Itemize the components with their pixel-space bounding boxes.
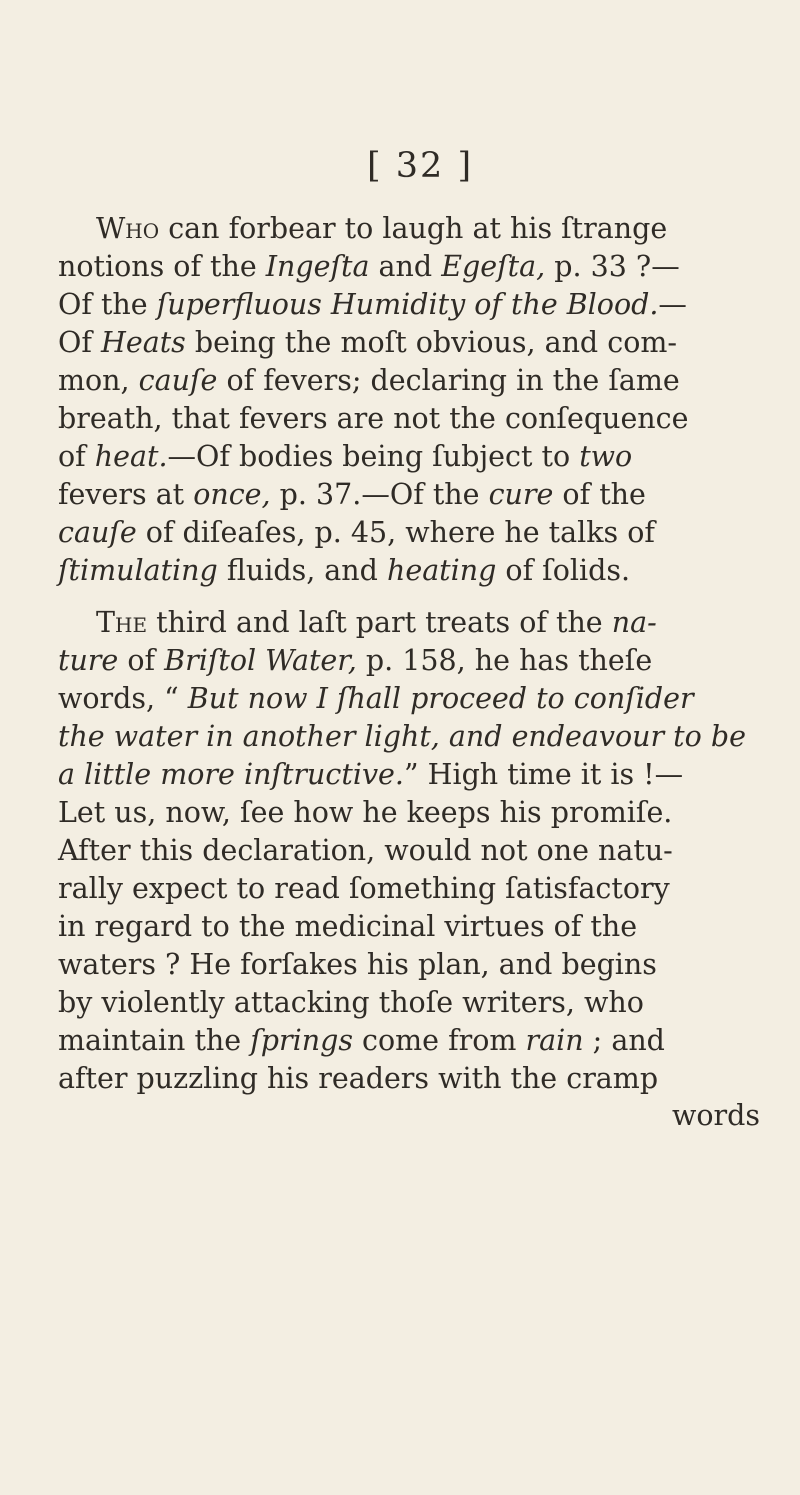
text-line: Of the ſuperfluous Humidity of the Blood.—: [58, 288, 687, 321]
text-line: maintain the ſprings come from rain ; and: [58, 1024, 665, 1057]
text-line: fevers at once, p. 37.—Of the cure of the: [58, 478, 646, 511]
page-number: [ 32 ]: [367, 146, 474, 186]
text-line: cauſe of diſeaſes, p. 45, where he talks of: [58, 516, 655, 549]
catchword: words: [672, 1099, 761, 1132]
text-line: Of Heats being the moſt obvious, and com-: [58, 326, 678, 359]
text-line: Let us, now, ſee how he keeps his promiſe.: [58, 796, 673, 829]
text-line: the water in another light, and endeavour to be: [58, 720, 746, 753]
text-line: in regard to the medicinal virtues of the: [58, 910, 638, 943]
text-line: notions of the Ingeſta and Egeſta, p. 33 ?—: [58, 250, 680, 283]
text-line: waters ? He forſakes his plan, and begins: [58, 948, 657, 981]
text-line: rally expect to read ſomething ſatisfactory: [58, 872, 670, 905]
text-line: Who can forbear to laugh at his ſtrange: [96, 212, 668, 245]
text-line: words, “ But now I ſhall proceed to conſider: [58, 682, 694, 715]
text-line: breath, that fevers are not the conſequence: [58, 402, 689, 435]
text-line: after puzzling his readers with the cramp: [58, 1062, 659, 1095]
text-line: mon, cauſe of fevers; declaring in the ſame: [58, 364, 680, 397]
text-line: The third and laſt part treats of the na-: [96, 606, 657, 639]
text-line: of heat.—Of bodies being ſubject to two: [58, 440, 633, 473]
text-line: ſtimulating fluids, and heating of ſolids.: [58, 554, 631, 587]
text-line: a little more inſtructive.” High time it is !—: [58, 758, 684, 791]
text-line: After this declaration, would not one natu-: [58, 834, 673, 867]
text-line: ture of Briſtol Water, p. 158, he has theſe: [58, 644, 653, 677]
text-line: by violently attacking thoſe writers, who: [58, 986, 644, 1019]
